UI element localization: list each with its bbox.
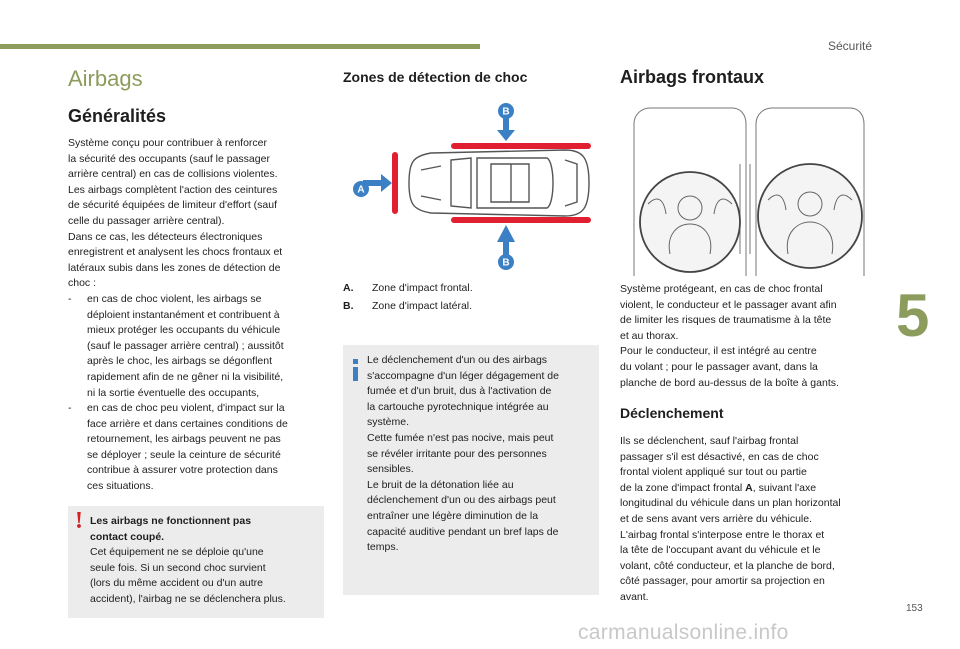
label-b-bottom: B — [502, 257, 510, 269]
text-line: Le déclenchement d'un ou des airbags — [367, 354, 548, 366]
warning-icon: ! — [75, 508, 83, 534]
text-line: Ils se déclenchent, sauf l'airbag frontal — [620, 435, 799, 447]
subtitle-declenchement: Déclenchement — [620, 405, 724, 421]
legend-b — [343, 300, 472, 312]
text-line: fumée et d'un bruit, dus à l'activation de — [367, 385, 552, 398]
text-line: avant. — [620, 590, 649, 603]
subtitle-generalites: Généralités — [68, 106, 167, 126]
text-line: entraîner une légère diminution de la — [367, 509, 539, 522]
page-number: 153 — [906, 603, 923, 614]
front-airbags-illustration — [628, 104, 868, 276]
text-line: Les airbags complètent l'action des ceintures — [68, 183, 278, 196]
text-line: retournement, les airbags peuvent ne pas — [87, 433, 281, 446]
front-airbags-paragraph — [620, 282, 876, 391]
text-line: face arrière et dans certaines conditions de — [87, 417, 288, 430]
text-line: du volant ; pour le passager avant, dans la — [620, 360, 818, 373]
text-line: temps. — [367, 541, 399, 554]
header-rule — [0, 44, 480, 49]
text-line: Système protégeant, en cas de choc frontal — [620, 283, 823, 295]
text-line: (sauf le passager arrière central) ; aussitôt — [87, 339, 284, 352]
text-line: Cet équipement ne se déploie qu'une — [90, 546, 264, 559]
text-line: en cas de choc peu violent, d'impact sur la — [87, 402, 285, 415]
text-line: sensibles. — [367, 463, 414, 476]
legend-a — [343, 282, 473, 294]
text-line: ni la sortie éventuelle des occupants, — [87, 386, 260, 399]
label-b-top: B — [502, 106, 510, 118]
text-line: planche de bord au-dessus de la boîte à gants. — [620, 376, 839, 389]
text-line: Dans ce cas, les détecteurs électroniques — [68, 230, 263, 243]
text-line: côté passager, pour amortir sa projection en — [620, 575, 825, 588]
text-line: de sécurité équipées de limiteur d'effort (sauf — [68, 199, 278, 212]
text-line: capacité auditive pendant un bref laps de — [367, 525, 559, 538]
bullet-dash: - — [68, 292, 72, 305]
zone-key: A — [745, 481, 753, 494]
legend-key: B. — [343, 300, 354, 312]
legend-text: Zone d'impact latéral. — [372, 300, 473, 312]
warning-box — [68, 506, 324, 618]
bullet-violent-crash — [68, 292, 324, 401]
text-span: de la zone d'impact frontal — [620, 481, 746, 494]
text-line: déclenchement d'un ou des airbags peut — [367, 494, 556, 507]
text-line: frontal violent appliqué sur tout ou partie — [620, 466, 807, 479]
text-line: système. — [367, 416, 410, 429]
text-line: seule fois. Si un second choc survient — [90, 561, 266, 574]
chapter-number: 5 — [896, 282, 930, 349]
legend-key: A. — [343, 282, 354, 294]
warning-bold-line: Les airbags ne fonctionnent pas — [90, 515, 252, 527]
text-line: de limiter les risques de traumatisme à la tête — [620, 314, 832, 327]
page-title: Airbags — [68, 66, 143, 91]
label-a: A — [357, 184, 365, 196]
text-line: passager s'il est désactivé, en cas de choc — [620, 450, 819, 463]
section-label: Sécurité — [827, 39, 872, 53]
info-box — [343, 345, 599, 595]
text-line: rapidement afin de ne gêner ni la visibilité, — [87, 370, 284, 383]
subtitle-zones: Zones de détection de choc — [343, 69, 528, 85]
text-line: violent, le conducteur et le passager avant afin — [620, 298, 837, 311]
text-line: accident), l'airbag ne se déclenchera plus. — [90, 592, 286, 605]
text-line: ces situations. — [87, 480, 154, 493]
side-impact-zone-bottom — [451, 217, 591, 223]
text-line: (lors du même accident ou d'un autre — [90, 577, 264, 590]
frontal-impact-zone — [392, 152, 398, 214]
car-outline — [409, 150, 589, 216]
text-line: la sécurité des occupants (sauf le passager — [68, 152, 270, 165]
text-line: Le bruit de la détonation liée au — [367, 478, 514, 491]
text-line: choc : — [68, 277, 97, 290]
text-line: Pour le conducteur, il est intégré au centre — [620, 345, 817, 358]
text-line: en cas de choc violent, les airbags se — [87, 292, 262, 305]
text-line: s'accompagne d'un léger dégagement de — [367, 369, 559, 382]
text-line: latéraux subis dans les zones de détection de — [68, 261, 281, 274]
side-impact-zone-top — [451, 143, 591, 149]
warning-bold-line: contact coupé. — [90, 530, 165, 543]
bullet-dash: - — [68, 402, 72, 415]
text-line: se révéler irritante pour des personnes — [367, 447, 547, 460]
bullet-minor-crash — [68, 401, 324, 495]
text-line: Cette fumée n'est pas nocive, mais peut — [367, 431, 554, 444]
text-line: arrière central) en cas de collisions violentes. — [68, 168, 278, 181]
text-line: contribue à assurer votre protection dans — [87, 464, 278, 477]
info-text — [367, 353, 597, 556]
text-line — [620, 481, 876, 497]
legend-text: Zone d'impact frontal. — [372, 282, 473, 294]
text-line: et de sens avant vers arrière du véhicule. — [620, 512, 813, 525]
text-span: , suivant l'axe — [752, 481, 817, 494]
driver-airbag-icon — [640, 172, 740, 272]
text-line: celle du passager arrière central). — [68, 214, 225, 227]
text-line: déploient instantanément et contribuent à — [87, 308, 280, 321]
text-line: et au thorax. — [620, 329, 679, 342]
text-line: volant, côté conducteur, et la planche de bord, — [620, 559, 835, 572]
text-line: mieux protéger les occupants du véhicule — [87, 324, 281, 337]
declenchement-paragraph — [620, 434, 876, 606]
intro-paragraph — [68, 136, 324, 495]
text-line: après le choc, les airbags se dégonflent — [87, 355, 273, 368]
watermark: carmanualsonline.info — [578, 621, 789, 644]
warning-text — [90, 514, 322, 608]
text-line: L'airbag frontal s'interpose entre le thorax et — [620, 528, 825, 541]
text-line: la cartouche pyrotechnique intégrée au — [367, 400, 549, 413]
text-line: Système conçu pour contribuer à renforcer — [68, 137, 268, 149]
text-line: enregistrent et analysent les chocs frontaux et — [68, 246, 283, 259]
text-line: la tête de l'occupant avant du véhicule et le — [620, 544, 821, 557]
arrow-group — [363, 112, 515, 260]
text-line: se déployer ; seule la ceinture de sécurité — [87, 448, 281, 461]
text-line: longitudinal du véhicule dans un plan horizontal — [620, 497, 841, 510]
subtitle-front-airbags: Airbags frontaux — [620, 67, 765, 87]
impact-zones-diagram — [351, 100, 599, 272]
info-icon — [352, 359, 360, 381]
